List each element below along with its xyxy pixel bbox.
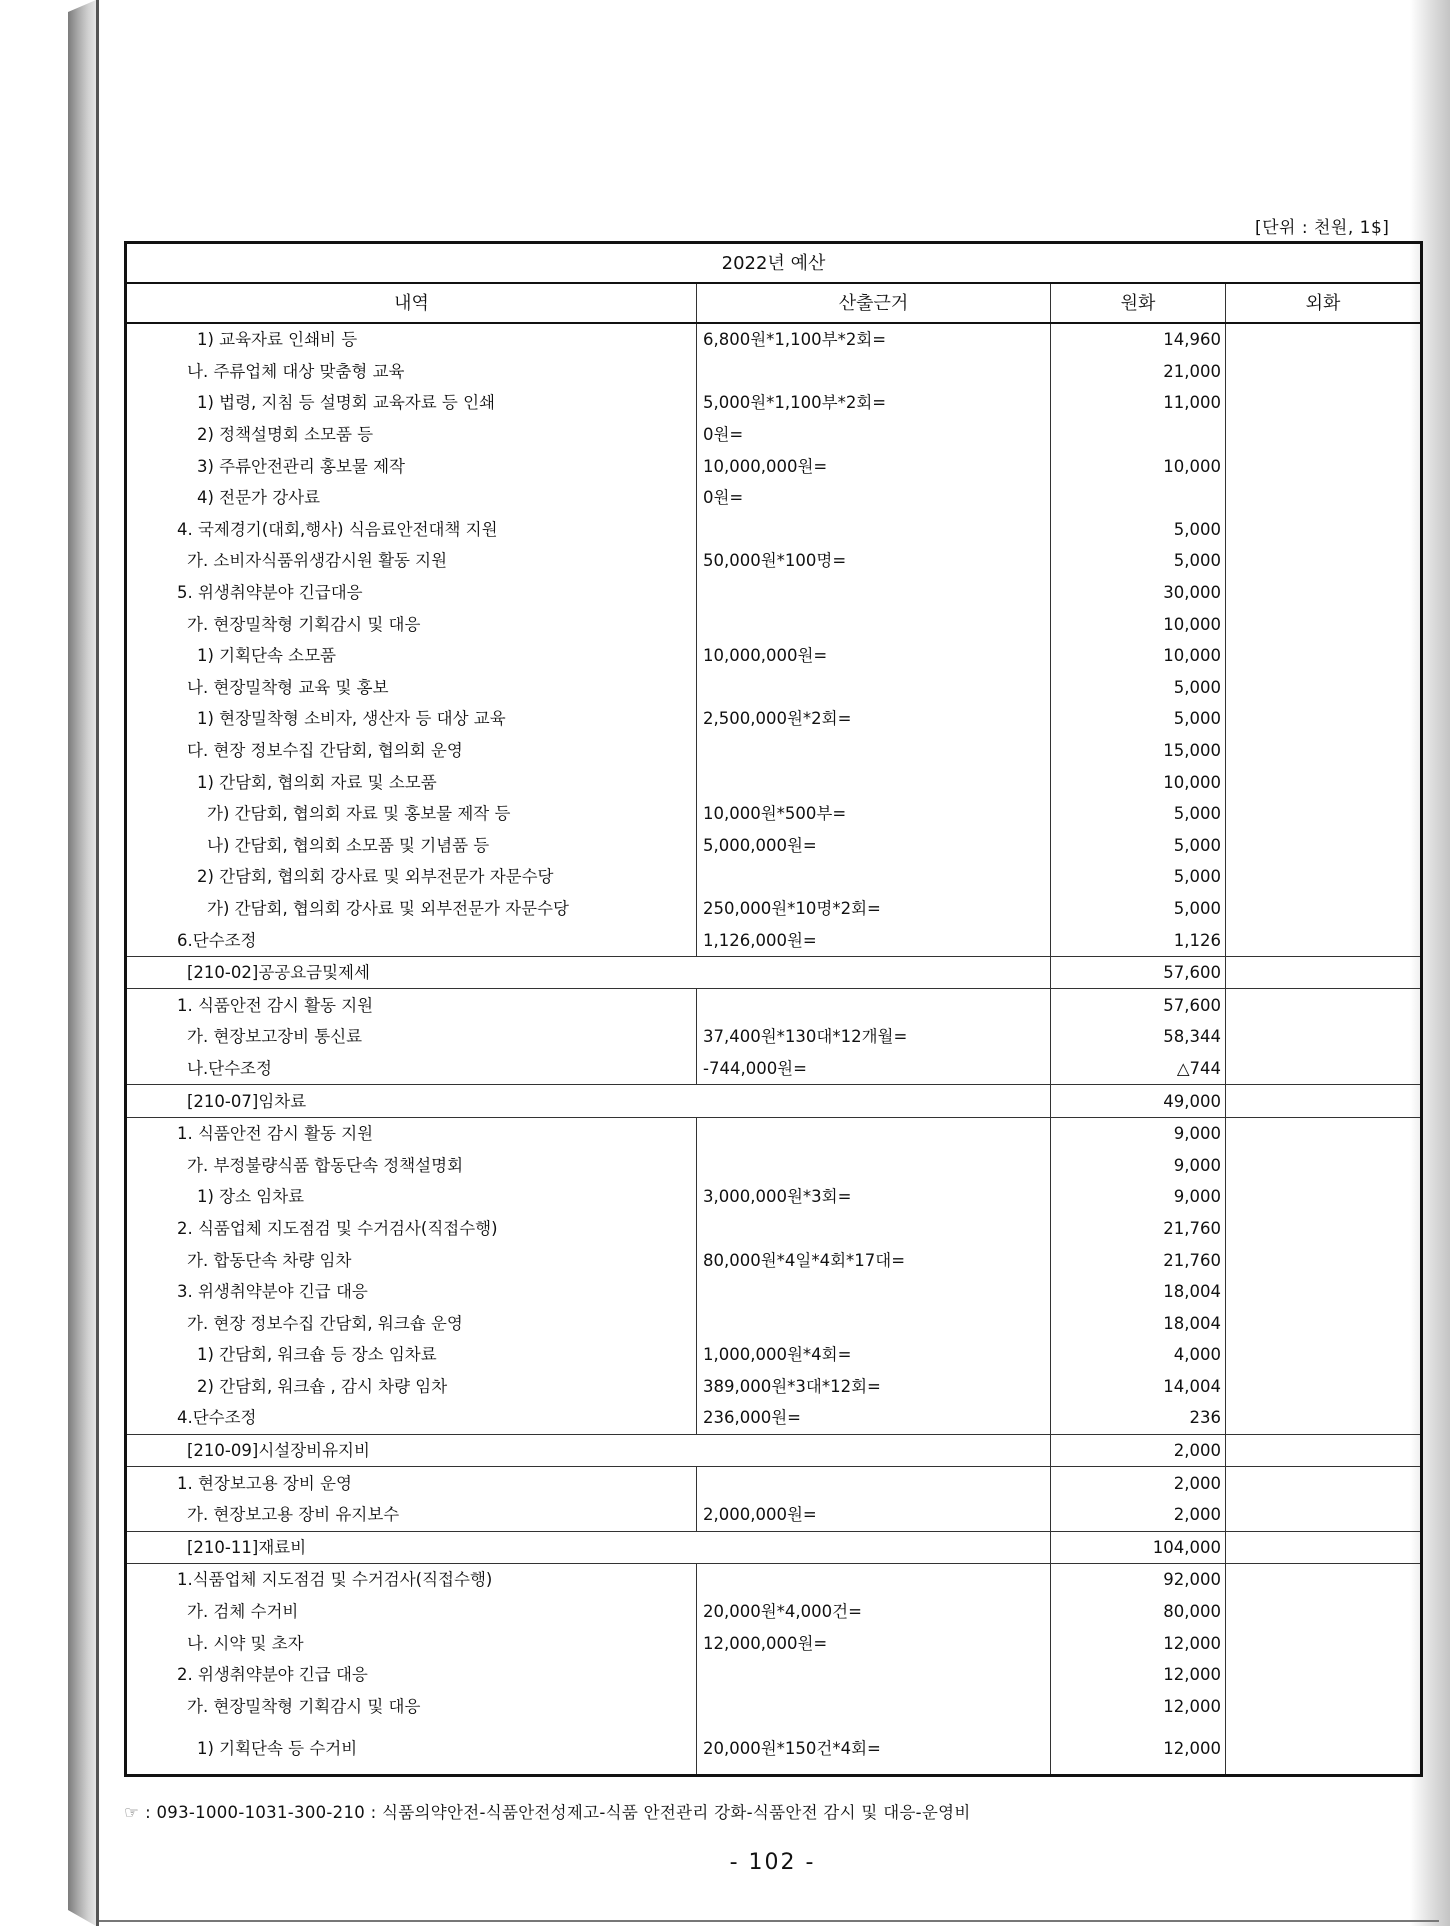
table-row xyxy=(126,387,1422,419)
basis-cell xyxy=(697,1276,1051,1308)
item-cell: 나. 시약 및 초자 xyxy=(126,1627,697,1659)
category-row xyxy=(126,1434,1422,1467)
foreign-amount-cell xyxy=(1226,1627,1422,1659)
item-cell: 가. 현장보고용 장비 유지보수 xyxy=(126,1499,697,1531)
basis-cell xyxy=(697,766,1051,798)
basis-cell: 20,000원*150건*4회= xyxy=(697,1722,1051,1776)
foreign-amount-cell xyxy=(1226,1531,1422,1564)
foreign-amount-cell xyxy=(1226,1467,1422,1499)
basis-cell xyxy=(697,989,1051,1021)
basis-cell xyxy=(697,608,1051,640)
basis-cell: 1,126,000원= xyxy=(697,924,1051,956)
krw-amount-cell: 5,000 xyxy=(1051,703,1226,735)
basis-cell xyxy=(697,1213,1051,1245)
basis-cell xyxy=(697,577,1051,609)
table-row xyxy=(126,1181,1422,1213)
table-row xyxy=(126,577,1422,609)
krw-amount-cell: 57,600 xyxy=(1051,956,1226,989)
basis-cell xyxy=(697,514,1051,546)
basis-cell: 389,000원*3대*12회= xyxy=(697,1371,1051,1403)
table-row xyxy=(126,545,1422,577)
category-row xyxy=(126,1531,1422,1564)
krw-amount-cell: 5,000 xyxy=(1051,861,1226,893)
foreign-amount-cell xyxy=(1226,1659,1422,1691)
table-row xyxy=(126,1371,1422,1403)
item-cell: 2) 정책설명회 소모품 등 xyxy=(126,419,697,451)
item-cell: 1) 현장밀착형 소비자, 생산자 등 대상 교육 xyxy=(126,703,697,735)
item-cell: 가. 합동단속 차량 임차 xyxy=(126,1244,697,1276)
krw-amount-cell: 10,000 xyxy=(1051,640,1226,672)
table-row xyxy=(126,1307,1422,1339)
basis-cell xyxy=(697,1307,1051,1339)
category-row xyxy=(126,956,1422,989)
table-row xyxy=(126,672,1422,704)
unit-label: [단위 : 천원, 1$] xyxy=(1255,218,1390,238)
table-row xyxy=(126,1722,1422,1776)
foreign-amount-cell xyxy=(1226,1213,1422,1245)
item-cell: 나.단수조정 xyxy=(126,1053,697,1085)
krw-amount-cell: 2,000 xyxy=(1051,1499,1226,1531)
category-row xyxy=(126,1085,1422,1118)
basis-cell xyxy=(697,356,1051,388)
item-cell: 1. 식품안전 감시 활동 지원 xyxy=(126,1117,697,1149)
table-row xyxy=(126,1564,1422,1596)
item-cell: 1. 식품안전 감시 활동 지원 xyxy=(126,989,697,1021)
foreign-amount-cell xyxy=(1226,861,1422,893)
basis-cell xyxy=(697,735,1051,767)
foreign-amount-cell xyxy=(1226,1691,1422,1723)
table-row xyxy=(126,989,1422,1021)
item-cell: 2) 간담회, 워크숍 , 감시 차량 임차 xyxy=(126,1371,697,1403)
table-row xyxy=(126,1276,1422,1308)
table-row xyxy=(126,419,1422,451)
item-cell: 5. 위생취약분야 긴급대응 xyxy=(126,577,697,609)
table-row xyxy=(126,924,1422,956)
basis-cell xyxy=(697,672,1051,704)
item-cell: 다. 현장 정보수집 간담회, 협의회 운영 xyxy=(126,735,697,767)
footnote-text: : 093-1000-1031-300-210 : 식품의약안전-식품안전성제고-식품 안전관리 강화-식품안전 감시 및 대응-운영비 xyxy=(145,1803,971,1822)
basis-cell: 236,000원= xyxy=(697,1402,1051,1434)
item-cell: 가. 현장 정보수집 간담회, 워크숍 운영 xyxy=(126,1307,697,1339)
basis-cell: 5,000원*1,100부*2회= xyxy=(697,387,1051,419)
basis-cell xyxy=(697,1659,1051,1691)
foreign-amount-cell xyxy=(1226,482,1422,514)
foreign-amount-cell xyxy=(1226,766,1422,798)
foreign-amount-cell xyxy=(1226,1722,1422,1776)
krw-amount-cell: 10,000 xyxy=(1051,450,1226,482)
foreign-amount-cell xyxy=(1226,514,1422,546)
item-cell: 4) 전문가 강사료 xyxy=(126,482,697,514)
item-cell: 가. 소비자식품위생감시원 활동 지원 xyxy=(126,545,697,577)
footnote xyxy=(124,1799,971,1823)
krw-amount-cell: 10,000 xyxy=(1051,766,1226,798)
table-row xyxy=(126,703,1422,735)
foreign-amount-cell xyxy=(1226,419,1422,451)
foreign-amount-cell xyxy=(1226,1117,1422,1149)
item-cell: 1) 간담회, 워크숍 등 장소 임차료 xyxy=(126,1339,697,1371)
item-cell: 6.단수조정 xyxy=(126,924,697,956)
item-cell: 1.식품업체 지도점검 및 수거검사(직접수행) xyxy=(126,1564,697,1596)
category-label: [210-07]임차료 xyxy=(126,1085,1051,1118)
table-row xyxy=(126,1117,1422,1149)
foreign-amount-cell xyxy=(1226,893,1422,925)
foreign-amount-cell xyxy=(1226,640,1422,672)
foreign-amount-cell xyxy=(1226,830,1422,862)
krw-amount-cell: 57,600 xyxy=(1051,989,1226,1021)
table-row xyxy=(126,482,1422,514)
krw-amount-cell: 12,000 xyxy=(1051,1659,1226,1691)
table-row xyxy=(126,1402,1422,1434)
krw-amount-cell: 2,000 xyxy=(1051,1467,1226,1499)
foreign-amount-cell xyxy=(1226,1149,1422,1181)
item-cell: 2) 간담회, 협의회 강사료 및 외부전문가 자문수당 xyxy=(126,861,697,893)
budget-table xyxy=(124,241,1423,1777)
item-cell: 1) 장소 임차료 xyxy=(126,1181,697,1213)
basis-cell: 50,000원*100명= xyxy=(697,545,1051,577)
foreign-amount-cell xyxy=(1226,1371,1422,1403)
table-row xyxy=(126,1053,1422,1085)
krw-amount-cell: 5,000 xyxy=(1051,514,1226,546)
krw-amount-cell: 14,960 xyxy=(1051,323,1226,356)
basis-cell xyxy=(697,1467,1051,1499)
item-cell: 나) 간담회, 협의회 소모품 및 기념품 등 xyxy=(126,830,697,862)
table-row xyxy=(126,861,1422,893)
item-cell: 1) 기획단속 등 수거비 xyxy=(126,1722,697,1776)
item-cell: 4. 국제경기(대회,행사) 식음료안전대책 지원 xyxy=(126,514,697,546)
foreign-amount-cell xyxy=(1226,1434,1422,1467)
table-row xyxy=(126,1021,1422,1053)
krw-amount-cell: 21,760 xyxy=(1051,1213,1226,1245)
foreign-amount-cell xyxy=(1226,1499,1422,1531)
book-spine xyxy=(68,0,96,1926)
basis-cell: 80,000원*4일*4회*17대= xyxy=(697,1244,1051,1276)
foreign-amount-cell xyxy=(1226,387,1422,419)
table-row xyxy=(126,640,1422,672)
basis-cell: 10,000,000원= xyxy=(697,450,1051,482)
category-label: [210-09]시설장비유지비 xyxy=(126,1434,1051,1467)
krw-amount-cell: 12,000 xyxy=(1051,1722,1226,1776)
item-cell: 4.단수조정 xyxy=(126,1402,697,1434)
basis-cell: 6,800원*1,100부*2회= xyxy=(697,323,1051,356)
item-cell: 가. 검체 수거비 xyxy=(126,1596,697,1628)
krw-amount-cell: 21,760 xyxy=(1051,1244,1226,1276)
basis-cell: 250,000원*10명*2회= xyxy=(697,893,1051,925)
krw-amount-cell: 11,000 xyxy=(1051,387,1226,419)
krw-amount-cell: 9,000 xyxy=(1051,1149,1226,1181)
foreign-amount-cell xyxy=(1226,450,1422,482)
table-row xyxy=(126,514,1422,546)
krw-amount-cell: △744 xyxy=(1051,1053,1226,1085)
basis-cell xyxy=(697,1149,1051,1181)
table-row xyxy=(126,1149,1422,1181)
krw-amount-cell: 15,000 xyxy=(1051,735,1226,767)
item-cell: 가) 간담회, 협의회 강사료 및 외부전문가 자문수당 xyxy=(126,893,697,925)
foreign-amount-cell xyxy=(1226,1021,1422,1053)
krw-amount-cell: 236 xyxy=(1051,1402,1226,1434)
table-row xyxy=(126,830,1422,862)
foreign-amount-cell xyxy=(1226,672,1422,704)
foreign-amount-cell xyxy=(1226,545,1422,577)
krw-amount-cell xyxy=(1051,482,1226,514)
krw-amount-cell: 30,000 xyxy=(1051,577,1226,609)
page-number: - 102 - xyxy=(729,1850,816,1875)
foreign-amount-cell xyxy=(1226,924,1422,956)
foreign-amount-cell xyxy=(1226,1276,1422,1308)
basis-cell: 0원= xyxy=(697,482,1051,514)
krw-amount-cell: 5,000 xyxy=(1051,893,1226,925)
foreign-amount-cell xyxy=(1226,1307,1422,1339)
table-row xyxy=(126,608,1422,640)
basis-cell: 12,000,000원= xyxy=(697,1627,1051,1659)
header-basis: 산출근거 xyxy=(697,283,1051,323)
table-row xyxy=(126,1596,1422,1628)
table-title-row xyxy=(126,243,1422,284)
basis-cell xyxy=(697,1117,1051,1149)
item-cell: 1. 현장보고용 장비 운영 xyxy=(126,1467,697,1499)
item-cell: 가. 부정불량식품 합동단속 정책설명회 xyxy=(126,1149,697,1181)
basis-cell: 20,000원*4,000건= xyxy=(697,1596,1051,1628)
item-cell: 3. 위생취약분야 긴급 대응 xyxy=(126,1276,697,1308)
krw-amount-cell: 49,000 xyxy=(1051,1085,1226,1118)
header-item: 내역 xyxy=(126,283,697,323)
krw-amount-cell: 104,000 xyxy=(1051,1531,1226,1564)
table-row xyxy=(126,766,1422,798)
item-cell: 3) 주류안전관리 홍보물 제작 xyxy=(126,450,697,482)
basis-cell: -744,000원= xyxy=(697,1053,1051,1085)
table-row xyxy=(126,356,1422,388)
basis-cell: 3,000,000원*3회= xyxy=(697,1181,1051,1213)
category-label: [210-02]공공요금및제세 xyxy=(126,956,1051,989)
basis-cell: 1,000,000원*4회= xyxy=(697,1339,1051,1371)
item-cell: 가. 현장보고장비 통신료 xyxy=(126,1021,697,1053)
krw-amount-cell: 21,000 xyxy=(1051,356,1226,388)
table-row xyxy=(126,1691,1422,1723)
table-row xyxy=(126,1213,1422,1245)
krw-amount-cell: 12,000 xyxy=(1051,1627,1226,1659)
foreign-amount-cell xyxy=(1226,703,1422,735)
table-body xyxy=(126,323,1422,1776)
krw-amount-cell: 5,000 xyxy=(1051,545,1226,577)
krw-amount-cell: 58,344 xyxy=(1051,1021,1226,1053)
foreign-amount-cell xyxy=(1226,1596,1422,1628)
table-row xyxy=(126,1499,1422,1531)
item-cell: 가. 현장밀착형 기획감시 및 대응 xyxy=(126,608,697,640)
basis-cell xyxy=(697,1691,1051,1723)
table-row xyxy=(126,1467,1422,1499)
krw-amount-cell: 5,000 xyxy=(1051,672,1226,704)
krw-amount-cell: 10,000 xyxy=(1051,608,1226,640)
foreign-amount-cell xyxy=(1226,989,1422,1021)
table-row xyxy=(126,1659,1422,1691)
krw-amount-cell: 18,004 xyxy=(1051,1276,1226,1308)
basis-cell: 2,500,000원*2회= xyxy=(697,703,1051,735)
item-cell: 1) 기획단속 소모품 xyxy=(126,640,697,672)
item-cell: 1) 교육자료 인쇄비 등 xyxy=(126,323,697,356)
basis-cell xyxy=(697,1564,1051,1596)
table-row xyxy=(126,1339,1422,1371)
table-header-row xyxy=(126,283,1422,323)
basis-cell: 0원= xyxy=(697,419,1051,451)
foreign-amount-cell xyxy=(1226,577,1422,609)
category-label: [210-11]재료비 xyxy=(126,1531,1051,1564)
header-krw: 원화 xyxy=(1051,283,1226,323)
item-cell: 나. 현장밀착형 교육 및 홍보 xyxy=(126,672,697,704)
item-cell: 가. 현장밀착형 기획감시 및 대응 xyxy=(126,1691,697,1723)
table-row xyxy=(126,735,1422,767)
foreign-amount-cell xyxy=(1226,1339,1422,1371)
krw-amount-cell: 5,000 xyxy=(1051,830,1226,862)
foreign-amount-cell xyxy=(1226,1564,1422,1596)
krw-amount-cell: 5,000 xyxy=(1051,798,1226,830)
foreign-amount-cell xyxy=(1226,956,1422,989)
foreign-amount-cell xyxy=(1226,798,1422,830)
krw-amount-cell: 12,000 xyxy=(1051,1691,1226,1723)
item-cell: 2. 위생취약분야 긴급 대응 xyxy=(126,1659,697,1691)
foreign-amount-cell xyxy=(1226,735,1422,767)
krw-amount-cell xyxy=(1051,419,1226,451)
basis-cell: 2,000,000원= xyxy=(697,1499,1051,1531)
krw-amount-cell: 92,000 xyxy=(1051,1564,1226,1596)
foreign-amount-cell xyxy=(1226,1085,1422,1118)
krw-amount-cell: 80,000 xyxy=(1051,1596,1226,1628)
krw-amount-cell: 9,000 xyxy=(1051,1181,1226,1213)
foreign-amount-cell xyxy=(1226,1402,1422,1434)
krw-amount-cell: 2,000 xyxy=(1051,1434,1226,1467)
foreign-amount-cell xyxy=(1226,608,1422,640)
basis-cell: 10,000원*500부= xyxy=(697,798,1051,830)
item-cell: 1) 간담회, 협의회 자료 및 소모품 xyxy=(126,766,697,798)
table-row xyxy=(126,798,1422,830)
foreign-amount-cell xyxy=(1226,1181,1422,1213)
krw-amount-cell: 18,004 xyxy=(1051,1307,1226,1339)
page-bottom-edge xyxy=(99,1920,1439,1922)
table-row xyxy=(126,1244,1422,1276)
table-row xyxy=(126,323,1422,356)
foreign-amount-cell xyxy=(1226,356,1422,388)
header-foreign: 외화 xyxy=(1226,283,1422,323)
foreign-amount-cell xyxy=(1226,323,1422,356)
basis-cell: 5,000,000원= xyxy=(697,830,1051,862)
item-cell: 2. 식품업체 지도점검 및 수거검사(직접수행) xyxy=(126,1213,697,1245)
foreign-amount-cell xyxy=(1226,1053,1422,1085)
krw-amount-cell: 1,126 xyxy=(1051,924,1226,956)
table-title: 2022년 예산 xyxy=(126,243,1422,284)
krw-amount-cell: 4,000 xyxy=(1051,1339,1226,1371)
table-row xyxy=(126,450,1422,482)
item-cell: 1) 법령, 지침 등 설명회 교육자료 등 인쇄 xyxy=(126,387,697,419)
table-row xyxy=(126,1627,1422,1659)
pointing-hand-icon: ☞ xyxy=(124,1803,140,1822)
item-cell: 나. 주류업체 대상 맞춤형 교육 xyxy=(126,356,697,388)
foreign-amount-cell xyxy=(1226,1244,1422,1276)
krw-amount-cell: 14,004 xyxy=(1051,1371,1226,1403)
basis-cell: 37,400원*130대*12개월= xyxy=(697,1021,1051,1053)
basis-cell: 10,000,000원= xyxy=(697,640,1051,672)
krw-amount-cell: 9,000 xyxy=(1051,1117,1226,1149)
table-row xyxy=(126,893,1422,925)
item-cell: 가) 간담회, 협의회 자료 및 홍보물 제작 등 xyxy=(126,798,697,830)
basis-cell xyxy=(697,861,1051,893)
